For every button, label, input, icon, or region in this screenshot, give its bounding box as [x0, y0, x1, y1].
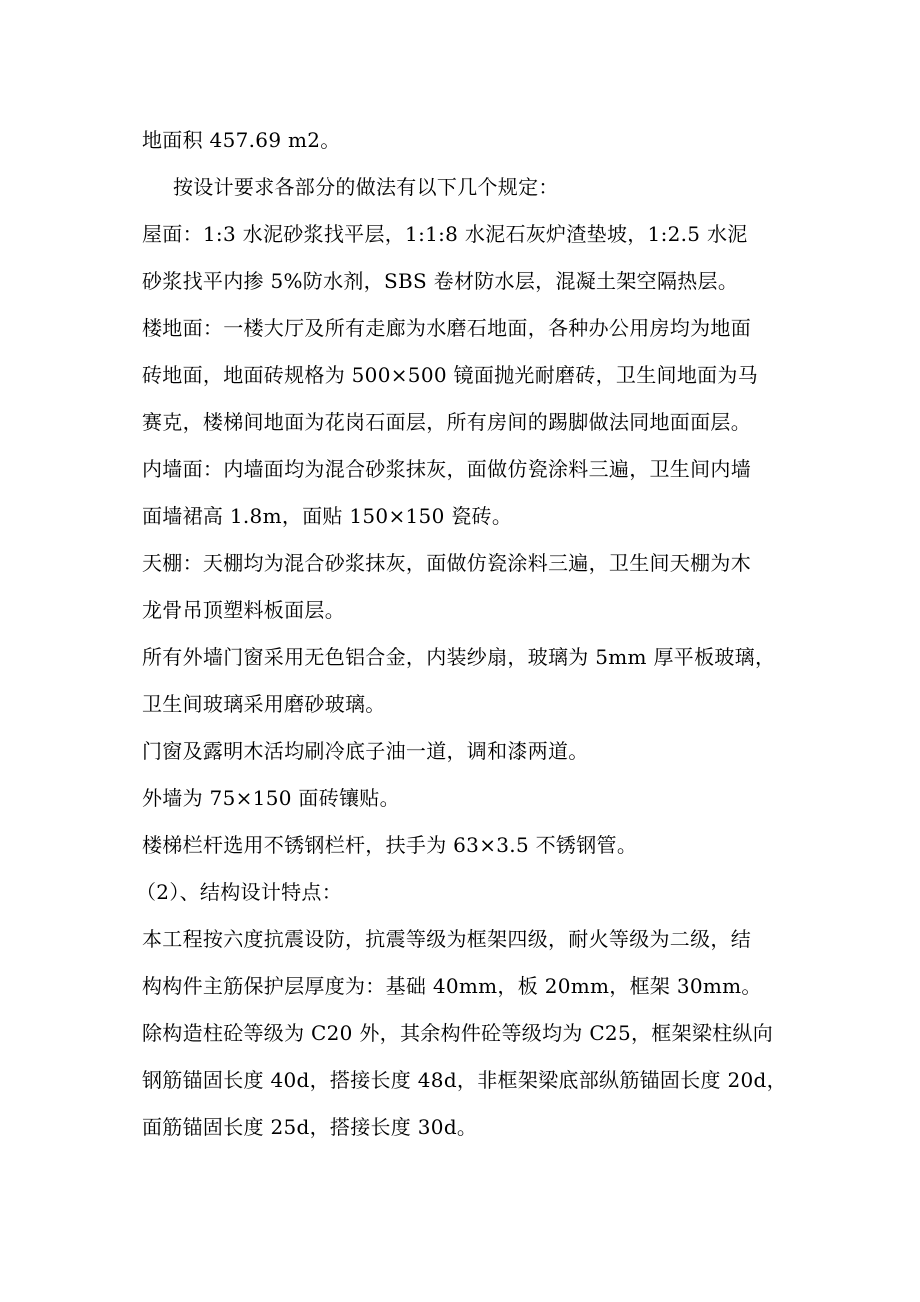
text-line: 龙骨吊顶塑料板面层。	[142, 598, 345, 622]
text-line: 本工程按六度抗震设防，抗震等级为框架四级，耐火等级为二级，结	[142, 927, 751, 951]
text-line: 卫生间玻璃采用磨砂玻璃。	[142, 692, 386, 716]
text-line: 除构造柱砼等级为 C20 外，其余构件砼等级均为 C25，框架梁柱纵向	[142, 1021, 774, 1045]
text-line: 天棚：天棚均为混合砂浆抹灰，面做仿瓷涂料三遍，卫生间天棚为木	[142, 551, 751, 575]
text-line: 屋面：1:3 水泥砂浆找平层，1:1:8 水泥石灰炉渣垫坡，1:2.5 水泥	[142, 222, 748, 246]
section-heading: （2）、结构设计特点：	[136, 880, 343, 904]
text-line: 面筋锚固长度 25d，搭接长度 30d。	[142, 1115, 478, 1139]
text-line: 门窗及露明木活均刷冷底子油一道，调和漆两道。	[142, 739, 589, 763]
text-line: 按设计要求各部分的做法有以下几个规定：	[173, 175, 559, 199]
text-line: 赛克，楼梯间地面为花岗石面层，所有房间的踢脚做法同地面面层。	[142, 410, 751, 434]
text-line: 内墙面：内墙面均为混合砂浆抹灰，面做仿瓷涂料三遍，卫生间内墙	[142, 457, 751, 481]
text-line: 面墙裙高 1.8m，面贴 150×150 瓷砖。	[142, 504, 513, 528]
text-line: 楼地面：一楼大厅及所有走廊为水磨石地面，各种办公用房均为地面	[142, 316, 751, 340]
text-line: 外墙为 75×150 面砖镶贴。	[142, 786, 400, 810]
text-line: 地面积 457.69 m2。	[142, 128, 341, 152]
text-line: 楼梯栏杆选用不锈钢栏杆，扶手为 63×3.5 不锈钢管。	[142, 833, 638, 857]
text-line: 砂浆找平内掺 5%防水剂，SBS 卷材防水层，混凝土架空隔热层。	[142, 269, 739, 293]
text-line: 砖地面，地面砖规格为 500×500 镜面抛光耐磨砖，卫生间地面为马	[142, 363, 759, 387]
text-line: 钢筋锚固长度 40d，搭接长度 48d，非框架梁底部纵筋锚固长度 20d，	[142, 1068, 787, 1092]
text-line: 所有外墙门窗采用无色铝合金，内装纱扇，玻璃为 5mm 厚平板玻璃，	[142, 645, 776, 669]
text-line: 构构件主筋保护层厚度为：基础 40mm，板 20mm，框架 30mm。	[142, 974, 762, 998]
